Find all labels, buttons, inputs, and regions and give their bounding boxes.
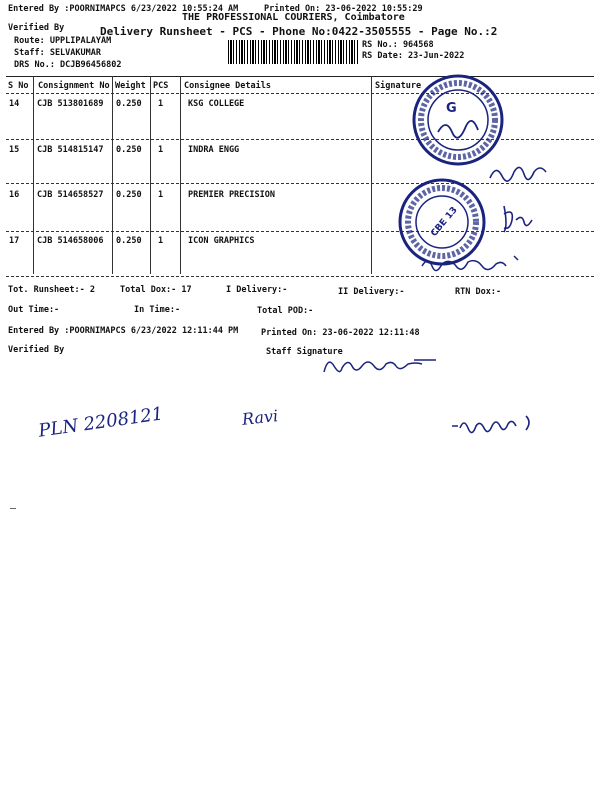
svg-text:G: G [446,101,457,116]
handwritten-signature [448,410,548,440]
col-divider [33,76,34,274]
col-divider [180,76,181,274]
entered-by-top: Entered By :POORNIMAPCS 6/23/2022 10:55:24 AM [8,4,239,14]
row-pcs: 1 [158,145,164,155]
drs-number: DRS No.: DCJB96456802 [14,60,122,70]
total-runsheet: Tot. Runsheet:- 2 [8,285,95,295]
staff-signature-label: Staff Signature [266,347,343,357]
col-pcs-header: PCS [153,81,169,91]
staff-label: Staff: SELVAKUMAR [14,48,101,58]
total-pod: Total POD:- [257,306,314,316]
row-sno: 16 [9,190,20,200]
row-consignee: PREMIER PRECISION [188,190,275,200]
rs-number: RS No.: 964568 [362,40,434,50]
page-title: Delivery Runsheet - PCS - Phone No:0422-3505555 - Page No.:2 [100,25,498,38]
staff-signature [318,350,442,380]
col-divider [150,76,151,274]
row-consignment: CJB 514658527 [37,190,104,200]
row-weight: 0.250 [116,99,142,109]
table-bottom-rule [6,276,594,277]
in-time: In Time:- [134,305,181,315]
col-divider [112,76,113,274]
rtn-dox: RTN Dox:- [455,287,502,297]
total-dox: Total Dox:- 17 [120,285,192,295]
i-delivery: I Delivery:- [226,285,288,295]
row-weight: 0.250 [116,236,142,246]
col-consignee-header: Consignee Details [184,81,271,91]
handwritten-note: PLN 2208121 [37,403,165,442]
row-pcs: 1 [158,99,164,109]
receiver-signature [498,200,538,236]
company-name: THE PROFESSIONAL COURIERS, Coimbatore [182,12,405,23]
row-pcs: 1 [158,236,164,246]
row-weight: 0.250 [116,145,142,155]
row-consignment: CJB 514815147 [37,145,104,155]
receiver-signature [418,250,528,274]
college-seal-stamp [408,70,508,170]
scan-speck [10,508,16,509]
printed-on-footer: Printed On: 23-06-2022 12:11:48 [261,328,420,338]
svg-text:CBE 13: CBE 13 [429,205,460,239]
row-consignment: CJB 513801689 [37,99,104,109]
verified-by-top: Verified By [8,23,65,33]
barcode [228,40,358,64]
row-consignee: KSG COLLEGE [188,99,245,109]
row-consignment: CJB 514658006 [37,236,104,246]
col-weight-header: Weight [115,81,146,91]
receiver-signature [486,158,556,188]
printed-on-top: Printed On: 23-06-2022 10:55:29 [264,4,423,14]
row-sno: 17 [9,236,20,246]
row-sno: 14 [9,99,20,109]
col-consignment-header: Consignment No [38,81,110,91]
ii-delivery: II Delivery:- [338,287,405,297]
row-sno: 15 [9,145,20,155]
out-time: Out Time:- [8,305,60,315]
handwritten-name: Ravi [241,406,280,429]
row-consignee: ICON GRAPHICS [188,236,255,246]
row-consignee: INDRA ENGG [188,145,240,155]
row-pcs: 1 [158,190,164,200]
rs-date: RS Date: 23-Jun-2022 [362,51,465,61]
row-weight: 0.250 [116,190,142,200]
col-divider [371,76,372,274]
route-label: Route: UPPLIPALAYAM [14,36,112,46]
entered-by-footer: Entered By :POORNIMAPCS 6/23/2022 12:11:44 PM [8,326,239,336]
col-sno-header: S No [8,81,29,91]
col-signature-header: Signature [375,81,422,91]
verified-by-footer: Verified By [8,345,65,355]
